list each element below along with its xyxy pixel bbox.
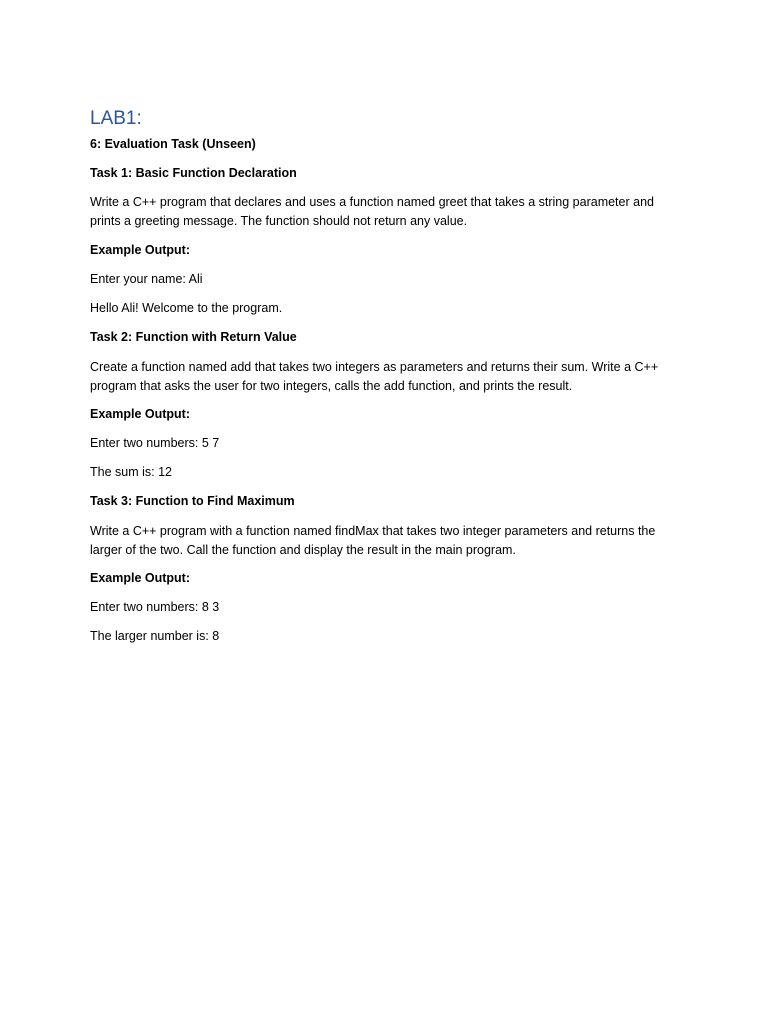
lab-heading: LAB1: bbox=[90, 108, 142, 129]
task-1-description: Write a C++ program that declares and uses a function named greet that takes a string parameter and prints a greeting message. The function should not return any value. bbox=[90, 195, 654, 228]
task-2-title: Task 2: Function with Return Value bbox=[90, 330, 297, 344]
task-3-description: Write a C++ program with a function named findMax that takes two integer parameters and returns the larger of the two. Call the function and display the result in the main program. bbox=[90, 524, 656, 557]
task-2-description: Create a function named add that takes two integers as parameters and returns their sum. Write a C++ program that asks the user for two integers, calls the add function, and prints the result. bbox=[90, 360, 659, 393]
task-2-output-line-1: Enter two numbers: 5 7 bbox=[90, 436, 220, 450]
task-1-output-line-1: Enter your name: Ali bbox=[90, 272, 203, 286]
task-1-output-line-2: Hello Ali! Welcome to the program. bbox=[90, 301, 283, 315]
task-2-example-label: Example Output: bbox=[90, 407, 191, 421]
task-3-output-line-2: The larger number is: 8 bbox=[90, 629, 220, 643]
task-1-title: Task 1: Basic Function Declaration bbox=[90, 166, 297, 180]
task-3-example-label: Example Output: bbox=[90, 571, 191, 585]
task-2-output-line-2: The sum is: 12 bbox=[90, 465, 172, 479]
task-3-output-line-1: Enter two numbers: 8 3 bbox=[90, 600, 220, 614]
section-title: 6: Evaluation Task (Unseen) bbox=[90, 137, 256, 151]
task-3-title: Task 3: Function to Find Maximum bbox=[90, 494, 295, 508]
task-1-example-label: Example Output: bbox=[90, 243, 191, 257]
